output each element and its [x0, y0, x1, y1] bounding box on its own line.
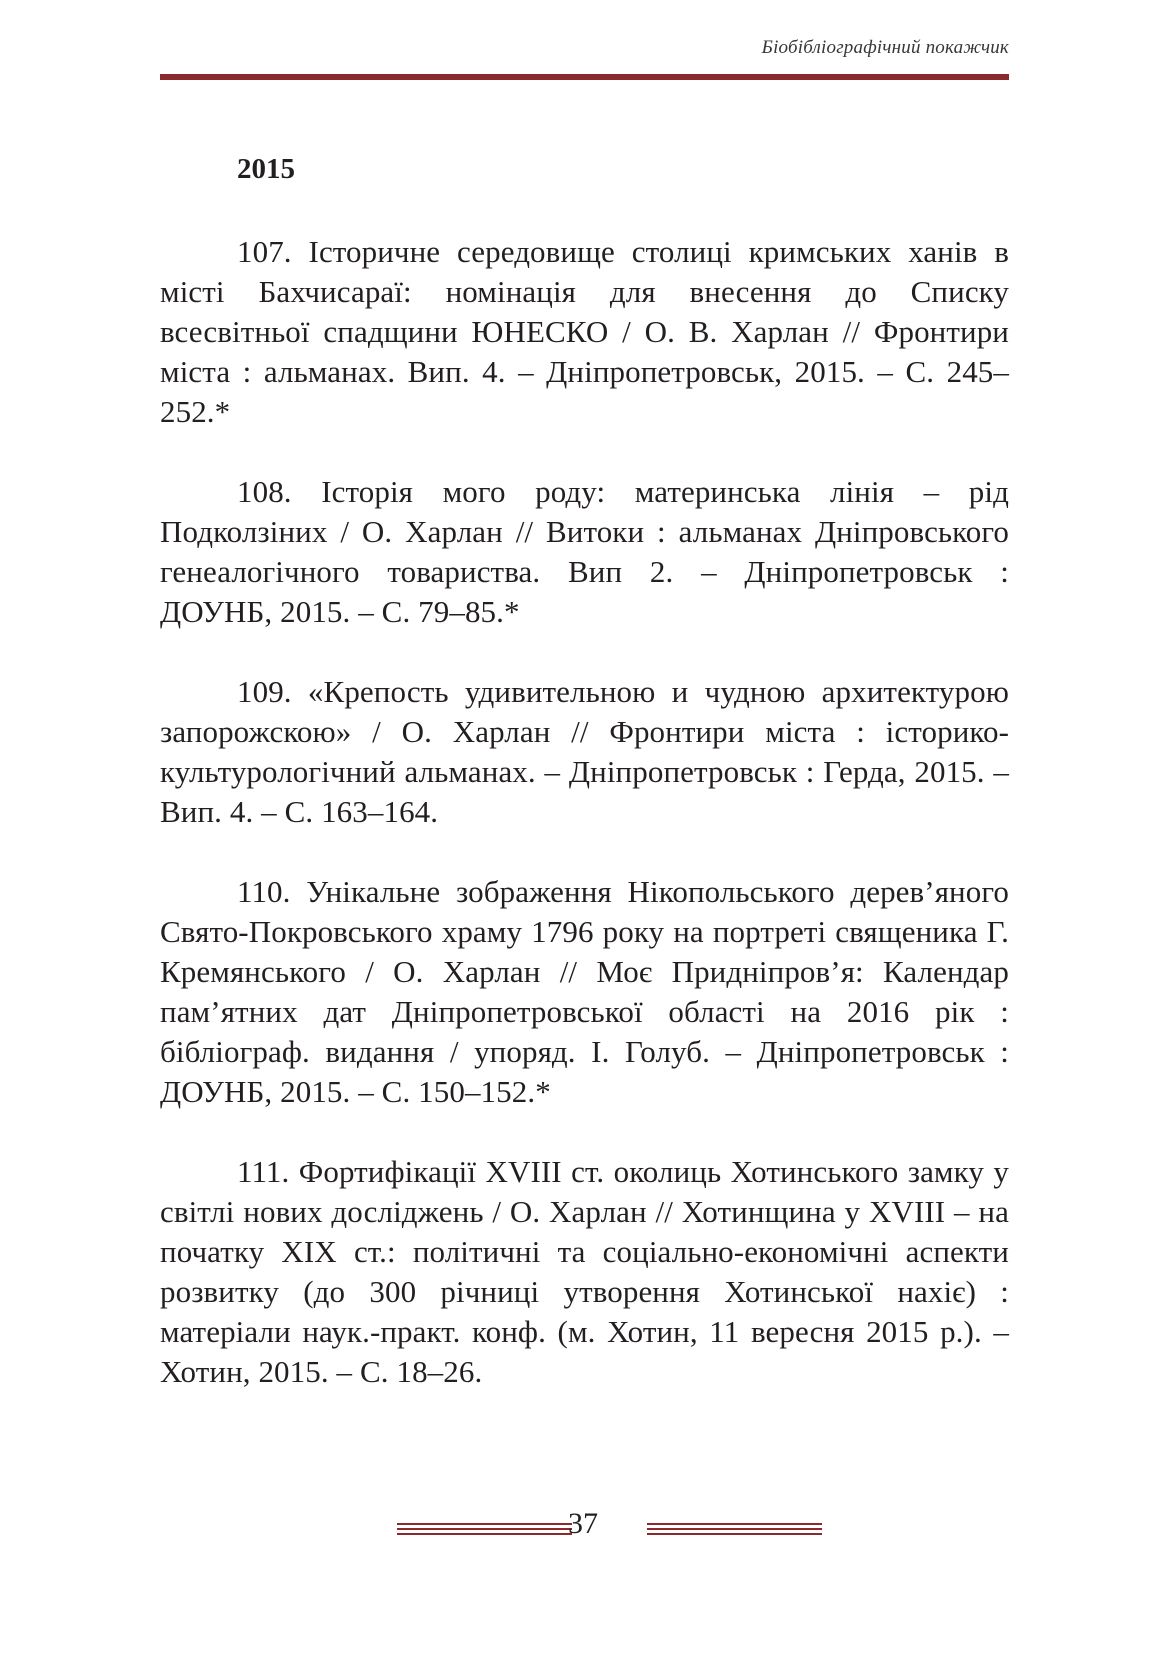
- bibliography-entry-107: 107. Історичне середовище столиці кримських ханів в місті Бахчисараї: номінація для внесення до Списку всесвітньої спадщини ЮНЕСКО / О. В. Харлан // Фронтири міста : альманах. Вип. 4. – Дніпропетровськ, 2015. – С. 245–252.*: [160, 234, 1009, 429]
- bibliography-entry-111: 111. Фортифікації XVIII ст. околиць Хотинського замку у світлі нових досліджень / О. Харлан // Хотинщина у XVIII – на початку XIX ст.: політичні та соціально-економічні аспекти розвитку (до 300 річниці утворення Хотинської нахіє) : матеріали наук.-практ. конф. (м. Хотин, 11 вересня 2015 р.). – Хотин, 2015. – С. 18–26.: [160, 1154, 1009, 1389]
- bibliography-list: [160, 232, 1009, 1432]
- year-heading: 2015: [237, 153, 295, 185]
- bibliography-entry-108: 108. Історія мого роду: материнська лінія – рід Подколзіних / О. Харлан // Витоки : альманах Дніпровського генеалогічного товариства. Вип 2. – Дніпропетровськ : ДОУНБ, 2015. – С. 79–85.*: [160, 474, 1009, 629]
- bibliography-entry-110: 110. Унікальне зображення Нікопольського дерев’яного Свято-Покровського храму 1796 року на портреті священика Г. Кремянського / О. Харлан // Моє Придніпров’я: Календар пам’ятних дат Дніпропетровської області на 2016 рік : бібліограф. видання / упоряд. І. Голуб. – Дніпропетровськ : ДОУНБ, 2015. – С. 150–152.*: [160, 874, 1009, 1109]
- running-header: Біобібліографічний покажчик: [761, 37, 1009, 58]
- page-number: 37: [568, 1507, 598, 1540]
- bibliography-entry-109: 109. «Крепость удивительною и чудною архитектурою запорожскою» / О. Харлан // Фронтири міста : історико-культурологічний альманах. – Дніпропетровськ : Герда, 2015. – Вип. 4. – С. 163–164.: [160, 674, 1009, 829]
- page-footer: [0, 1507, 1166, 1554]
- footer-rule-right: [647, 1523, 822, 1535]
- footer-rule-left: [397, 1523, 572, 1535]
- header-rule: [160, 74, 1009, 80]
